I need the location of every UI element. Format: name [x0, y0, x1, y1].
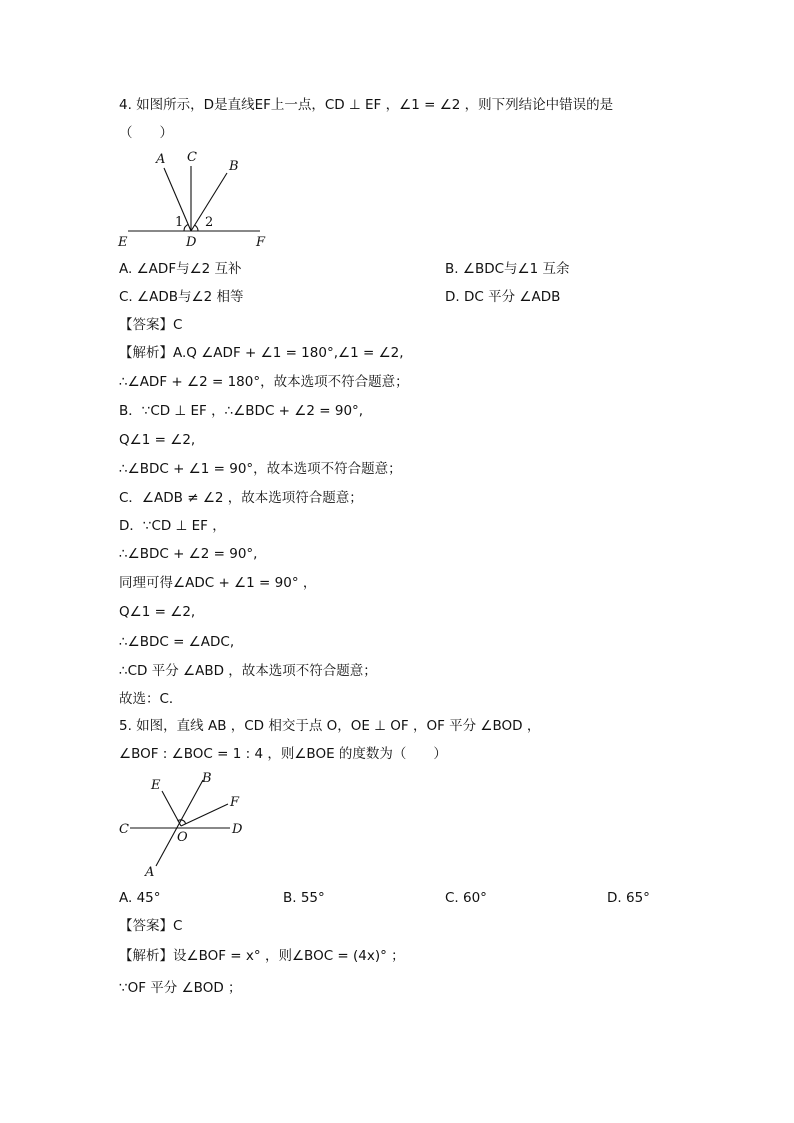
q4-option-b: B. ∠BDC与∠1 互余 — [445, 261, 570, 277]
q4-analysis-line: ∴CD 平分 ∠ABD ，故本选项不符合题意； — [119, 663, 377, 679]
label-e: E — [118, 235, 128, 250]
q4-analysis-line: ∴∠BDC = ∠ADC, — [119, 634, 235, 650]
label-d: D — [232, 822, 243, 837]
q5-option-c: C. 60° — [445, 890, 487, 906]
label-f: F — [230, 795, 240, 810]
angle-2-arc — [195, 225, 199, 231]
q4-analysis-line: D．∵CD ⊥ EF ， — [119, 518, 226, 534]
label-c: C — [119, 822, 129, 837]
label-f: F — [256, 235, 266, 250]
label-c: C — [187, 150, 197, 165]
q5-analysis-line: 【解析】设∠BOF = x° ，则∠BOC = (4x)° ； — [119, 948, 405, 964]
q5-option-b: B. 55° — [283, 890, 325, 906]
q4-analysis-line: B．∵CD ⊥ EF ，∴∠BDC + ∠2 = 90°, — [119, 403, 364, 419]
q5-option-d: D. 65° — [607, 890, 650, 906]
label-a: A — [145, 865, 155, 880]
q4-stem: 4. 如图所示，D是直线EF上一点，CD ⊥ EF ，∠1 = ∠2 ，则下列结论中错误的是 — [119, 97, 614, 113]
q4-answer: 【答案】C — [119, 317, 183, 333]
q5-option-a: A. 45° — [119, 890, 161, 906]
q4-analysis-line: Q∠1 = ∠2, — [119, 604, 196, 620]
label-b: B — [202, 771, 212, 786]
q4-option-a: A. ∠ADF与∠2 互补 — [119, 261, 242, 277]
q5-answer: 【答案】C — [119, 918, 183, 934]
q4-analysis-line: ∴∠BDC + ∠2 = 90°, — [119, 546, 258, 562]
q4-analysis-line: ∴∠ADF + ∠2 = 180°，故本选项不符合题意； — [119, 374, 409, 390]
q4-figure — [110, 148, 280, 248]
label-d: D — [186, 235, 197, 250]
q4-option-d: D. DC 平分 ∠ADB — [445, 289, 561, 305]
label-a: A — [156, 152, 166, 167]
q4-answer-parentheses: （ ） — [119, 125, 173, 141]
q5-figure — [110, 766, 260, 881]
q4-option-c: C. ∠ADB与∠2 相等 — [119, 289, 244, 305]
q4-analysis-line: ∴∠BDC + ∠1 = 90°，故本选项不符合题意； — [119, 461, 402, 477]
q4-analysis-line: 故选：C． — [119, 691, 183, 707]
angle-1-arc — [184, 225, 188, 232]
label-b: B — [229, 159, 239, 174]
label-o: O — [177, 830, 188, 845]
label-2: 2 — [205, 215, 214, 230]
q4-analysis-line: C．∠ADB ≠ ∠2 ，故本选项符合题意； — [119, 490, 363, 506]
q4-analysis-line: 【解析】A.Q ∠ADF + ∠1 = 180°,∠1 = ∠2, — [119, 345, 404, 361]
q4-analysis-line: Q∠1 = ∠2, — [119, 432, 196, 448]
q5-stem-line-2: ∠BOF : ∠BOC = 1 : 4 ，则∠BOE 的度数为（ ） — [119, 746, 447, 762]
q4-analysis-line: 同理可得∠ADC + ∠1 = 90° ， — [119, 575, 317, 591]
q5-stem: 5. 如图，直线 AB ，CD 相交于点 O，OE ⊥ OF ，OF 平分 ∠BOD ， — [119, 718, 541, 734]
label-1: 1 — [175, 215, 184, 230]
q5-analysis-line: ∵OF 平分 ∠BOD ； — [119, 980, 242, 996]
label-e: E — [151, 778, 161, 793]
